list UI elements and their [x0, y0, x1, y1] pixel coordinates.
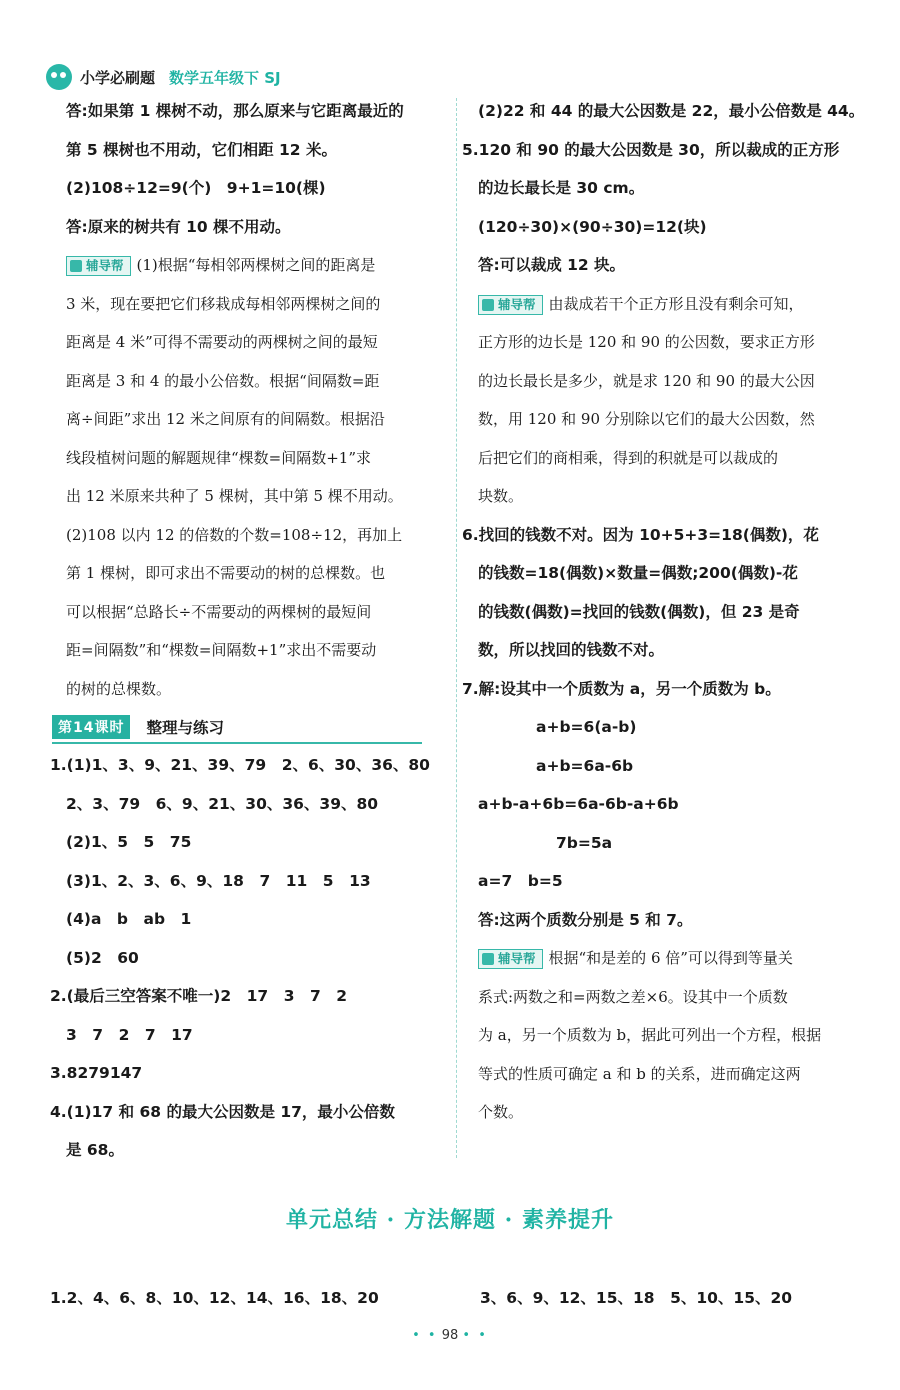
hint-line: 第 1 棵树，即可求出不需要动的树的总棵数。也 [66, 564, 386, 582]
answer-line: 5.120 和 90 的最大公因数是 30，所以裁成的正方形 [462, 140, 840, 159]
hint-line: 正方形的边长是 120 和 90 的公因数，要求正方形 [478, 333, 815, 351]
hint-line: 距离是 3 和 4 的最小公倍数。根据“间隔数=距 [66, 371, 380, 390]
hint-badge: 辅导帮 [478, 295, 543, 315]
hint-line: 离÷间距”求出 12 米之间原有的间隔数。根据沿 [66, 410, 385, 428]
hint-line: 系式:两数之和=两数之差×6。设其中一个质数 [478, 987, 788, 1006]
hint-line: 辅导帮 (1)根据“每相邻两棵树之间的距离是 [66, 246, 446, 285]
exercise-line: (2)1、5 5 75 [66, 833, 192, 851]
exercise-line: (3)1、2、3、6、9、18 7 11 5 13 [66, 871, 371, 890]
hint-line: 块数。 [478, 487, 524, 505]
mascot-logo-icon [46, 64, 72, 90]
answer-line: 的边长最长是 30 cm。 [478, 179, 645, 197]
answer-line: 的钱数=18(偶数)×数量=偶数;200(偶数)-花 [478, 564, 798, 582]
equation-line: 7b=5a [556, 833, 613, 852]
hint-line: 距离是 4 米”可得不需要动的两棵树之间的最短 [66, 333, 378, 351]
answer-line: 的钱数(偶数)=找回的钱数(偶数)，但 23 是奇 [478, 602, 800, 621]
hint-line: 的树的总棵数。 [66, 679, 172, 698]
exercise-line: 是 68。 [66, 1141, 124, 1159]
lesson-title: 整理与练习 [146, 718, 224, 737]
dots-left-icon: • • [412, 1328, 438, 1343]
hint-line: 距=间隔数”和“棵数=间隔数+1”求出不需要动 [66, 641, 377, 659]
hint-badge: 辅导帮 [478, 949, 543, 969]
hint-line: 可以根据“总路长÷不需要动的两棵树的最短间 [66, 602, 372, 621]
right-column [462, 92, 865, 1132]
hint-line: 线段植树问题的解题规律“棵数=间隔数+1”求 [66, 448, 372, 467]
helper-icon [70, 260, 82, 272]
answer-line: (2)22 和 44 的最大公因数是 22，最小公倍数是 44。 [478, 102, 865, 120]
hint-line: 后把它们的商相乘，得到的积就是可以裁成的 [478, 448, 779, 467]
page-header [46, 62, 281, 92]
exercise-line: 2、3、79 6、9、21、30、36、39、80 [66, 794, 379, 813]
column-divider [456, 98, 457, 1158]
answer-line: 第 5 棵树也不用动，它们相距 12 米。 [66, 140, 337, 159]
hint-line: 辅导帮 由裁成若干个正方形且没有剩余可知， [478, 285, 858, 324]
page-number: • • 98 • • [412, 1328, 488, 1343]
equation-line: a+b=6(a-b) [536, 718, 637, 736]
summary-answer-left: 1.2、4、6、8、10、12、14、16、18、20 [50, 1289, 379, 1307]
hint-line: 出 12 米原来共种了 5 棵树，其中第 5 棵不用动。 [66, 487, 403, 505]
summary-answer-right: 3、6、9、12、15、18 5、10、15、20 [480, 1289, 793, 1307]
lesson-header [52, 712, 422, 744]
answer-line: 7.解:设其中一个质数为 a，另一个质数为 b。 [462, 679, 781, 698]
hint-line: 为 a，另一个质数为 b，据此可列出一个方程，根据 [478, 1026, 822, 1044]
answer-line: (120÷30)×(90÷30)=12(块) [478, 217, 707, 236]
brand-name: 小学必刷题 [80, 68, 156, 87]
helper-icon [482, 299, 494, 311]
hint-badge: 辅导帮 [66, 256, 131, 276]
hint-line: (2)108 以内 12 的倍数的个数=108÷12，再加上 [66, 525, 403, 544]
equation-line: a+b-a+6b=6a-6b-a+6b [478, 795, 679, 813]
exercise-line: (5)2 60 [66, 948, 139, 967]
answer-line: 答:原来的树共有 10 棵不用动。 [66, 217, 291, 236]
exercise-line: (4)a b ab 1 [66, 910, 192, 928]
equation-line: a=7 b=5 [478, 872, 563, 890]
hint-line: 的边长最长是多少，就是求 120 和 90 的最大公因 [478, 371, 815, 390]
exercise-line: 2.(最后三空答案不唯一)2 17 3 7 2 [50, 987, 348, 1005]
answer-line: (2)108÷12=9(个) 9+1=10(棵) [66, 179, 326, 197]
answer-line: 6.找回的钱数不对。因为 10+5+3=18(偶数)，花 [462, 525, 819, 544]
answer-line: 数，所以找回的钱数不对。 [478, 641, 665, 659]
lesson-tag: 第14课时 [52, 715, 130, 739]
dots-right-icon: • • [462, 1328, 488, 1343]
exercise-line: 4.(1)17 和 68 的最大公因数是 17，最小公倍数 [50, 1102, 395, 1121]
hint-line: 等式的性质可确定 a 和 b 的关系，进而确定这两 [478, 1064, 801, 1083]
hint-line: 个数。 [478, 1103, 524, 1121]
answer-line: 答:这两个质数分别是 5 和 7。 [478, 910, 693, 929]
hint-line: 数，用 120 和 90 分别除以它们的最大公因数，然 [478, 410, 815, 428]
answer-line: 答:可以裁成 12 块。 [478, 256, 626, 274]
exercise-line: 3.8279147 [50, 1064, 143, 1082]
left-column [50, 92, 446, 1170]
hint-line: 3 米，现在要把它们移栽成每相邻两棵树之间的 [66, 294, 381, 313]
exercise-line: 1.(1)1、3、9、21、39、79 2、6、30、36、80 [50, 756, 430, 774]
exercise-line: 3 7 2 7 17 [66, 1025, 193, 1044]
hint-line: 辅导帮 根据“和是差的 6 倍”可以得到等量关 [478, 939, 858, 978]
equation-line: a+b=6a-6b [536, 756, 634, 775]
helper-icon [482, 953, 494, 965]
answer-line: 答:如果第 1 棵树不动，那么原来与它距离最近的 [66, 102, 404, 120]
unit-summary-title: 单元总结 · 方法解题 · 素养提升 [286, 1207, 614, 1233]
subject-label: 数学五年级下 SJ [169, 68, 281, 87]
